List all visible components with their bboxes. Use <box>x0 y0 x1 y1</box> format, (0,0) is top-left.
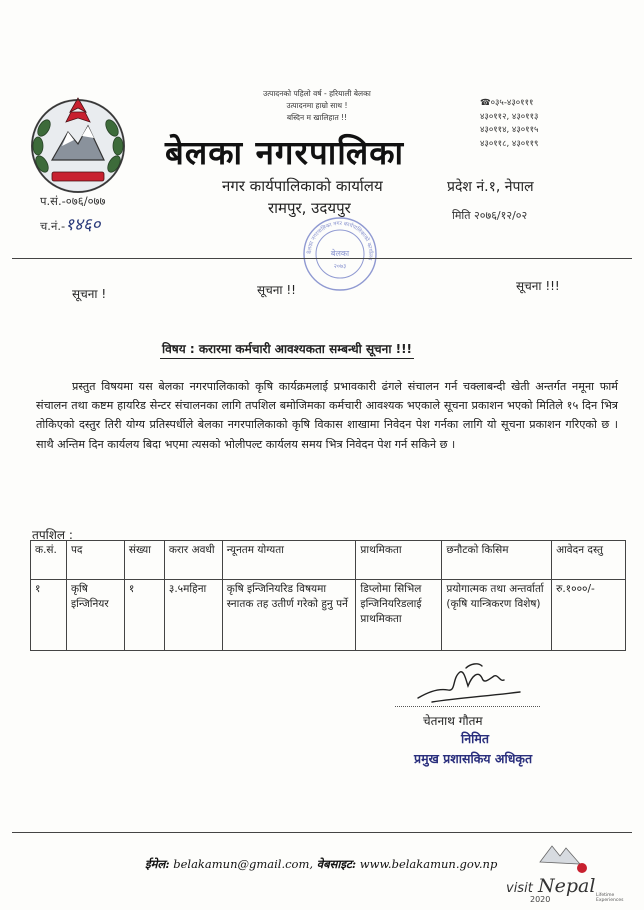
table-cell: १ <box>124 580 164 651</box>
nepal-emblem-icon <box>22 88 134 200</box>
phone-numbers <box>480 97 538 151</box>
visit-nepal-2020-logo <box>500 838 630 904</box>
on-behalf-label: निमित <box>461 731 490 746</box>
table-header: आवेदन दस्तु <box>552 541 626 580</box>
table-row <box>31 580 626 651</box>
logo-visit-text: visit <box>506 881 533 896</box>
footer-contact <box>145 857 497 872</box>
notice-body: प्रस्तुत विषयमा यस बेलका नगरपालिकाको कृषि कार्यक्रमलाई प्रभावकारी ढंगले संचालन गर्न चक्लाबन्दी खेती अन्तर्गत नमूना फार्म संचालन तथा कष्टम हायरिड सेन्टर संचालनका लागि तपशिल बमोजिमका कर्मचारी आवश्यक भएकाले सूचना प्रकाशन भएको मितिले १५ दिन भित्र तोकिएको दस्तुर तिरी योग्य प्रतिस्पर्धीले बेलका नगरपालिकाको कृषि विकास शाखामा निवेदन पेश गर्नका लागि यो सूचना प्रकाशन गरिएको छ । साथै अन्तिम दिन कार्यलय बिदा भएमा त्यसको भोलीपल्ट कार्यलय समय भित्र निवेदन पेश गर्न सकिने छ । <box>36 380 618 451</box>
slogan-block <box>232 88 402 124</box>
table-cell: कृषि इन्जिनियर <box>66 580 124 651</box>
header-divider <box>12 258 632 259</box>
table-header: पद <box>66 541 124 580</box>
slogan-line: उत्पादनमा हाम्रो साथ ! <box>286 101 348 110</box>
table-cell: ३.५महिना <box>164 580 222 651</box>
logo-tagline-2: Experiences <box>596 898 624 903</box>
footer-divider <box>12 832 632 833</box>
phone-line: ४३०११८, ४३०११९ <box>480 138 539 149</box>
signature-line <box>395 706 540 707</box>
org-title: बेलका नगरपालिका <box>165 133 405 172</box>
subject-line: विषय : करारमा कर्मचारी आवश्यकता सम्बन्धी सूचना !!! <box>160 340 414 359</box>
reference-number: प.सं.-०७६/०७७ <box>40 194 106 208</box>
details-label: तपशिल : <box>32 528 73 542</box>
table-cell: रु.१०००/- <box>552 580 626 651</box>
table-header: प्राथमिकता <box>356 541 442 580</box>
table-cell: कृषि इन्जिनियरिड विषयमा स्नातक तह उतीर्ण गरेको हुनु पर्ने <box>222 580 356 651</box>
stamp-ring-text: बेलका नगरपालिका नगर कार्यपालिकाको कार्याल <box>306 220 374 257</box>
logo-nepal-text: Nepal <box>538 875 596 897</box>
website-label: वेबसाइट: <box>316 857 357 871</box>
vacancy-table <box>30 540 626 651</box>
slogan-line: उत्पादनको पहिलो वर्ष - हरियाली बेलका <box>263 89 371 98</box>
signature-scribble <box>408 658 530 710</box>
notice-heading: सूचना !!! <box>516 279 560 293</box>
table-cell: प्रयोगात्मक तथा अन्तर्वार्ता (कृषि यान्त्रिकरण विशेष) <box>442 580 552 651</box>
phone-line: ४३०११२, ४३०११३ <box>480 111 539 122</box>
table-header-row <box>31 541 626 580</box>
table-header: क.सं. <box>31 541 67 580</box>
letter-date: मिति २०७६/१२/०२ <box>452 209 528 222</box>
logo-tagline-1: Lifetime <box>596 893 615 898</box>
province: प्रदेश नं.१, नेपाल <box>447 179 534 195</box>
email-link[interactable]: belakamun@gmail.com, <box>173 857 314 871</box>
table-cell: डिप्लोमा सिभिल इन्जिनियरिडलाई प्राथमिकता <box>356 580 442 651</box>
notice-heading: सूचना !! <box>257 283 296 297</box>
table-header: संख्या <box>124 541 164 580</box>
website-link[interactable]: www.belakamun.gov.np <box>359 857 498 871</box>
dispatch-number <box>40 212 101 235</box>
phone-line: ४३०११४, ४३०११५ <box>480 125 539 135</box>
signatory-designation: प्रमुख प्रशासकिय अधिकृत <box>414 751 533 766</box>
org-subtitle: नगर कार्यपालिकाको कार्यालय <box>222 177 383 195</box>
email-label: ईमेल: <box>145 857 170 871</box>
table-header: करार अवधी <box>164 541 222 580</box>
stamp-year-text: २०७३ <box>333 263 347 270</box>
org-address: रामपुर, उदयपुर <box>268 199 351 217</box>
logo-year-text: 2020 <box>530 895 551 904</box>
dispatch-label: च.नं.- <box>40 219 66 233</box>
notice-heading: सूचना ! <box>72 287 107 301</box>
table-header: न्यूनतम योग्यता <box>222 541 356 580</box>
signatory-name: चेतनाथ गौतम <box>423 714 483 728</box>
table-header: छनौटको किसिम <box>442 541 552 580</box>
slogan-line: बस्दिन म खालिहात !! <box>286 113 348 122</box>
office-stamp-icon <box>300 214 380 294</box>
table-cell: १ <box>31 580 67 651</box>
dispatch-handwritten: १४६० <box>65 215 101 235</box>
phone-line: ☎०३५-४३०१११ <box>480 98 534 108</box>
stamp-center-text: बेलका <box>330 249 350 258</box>
